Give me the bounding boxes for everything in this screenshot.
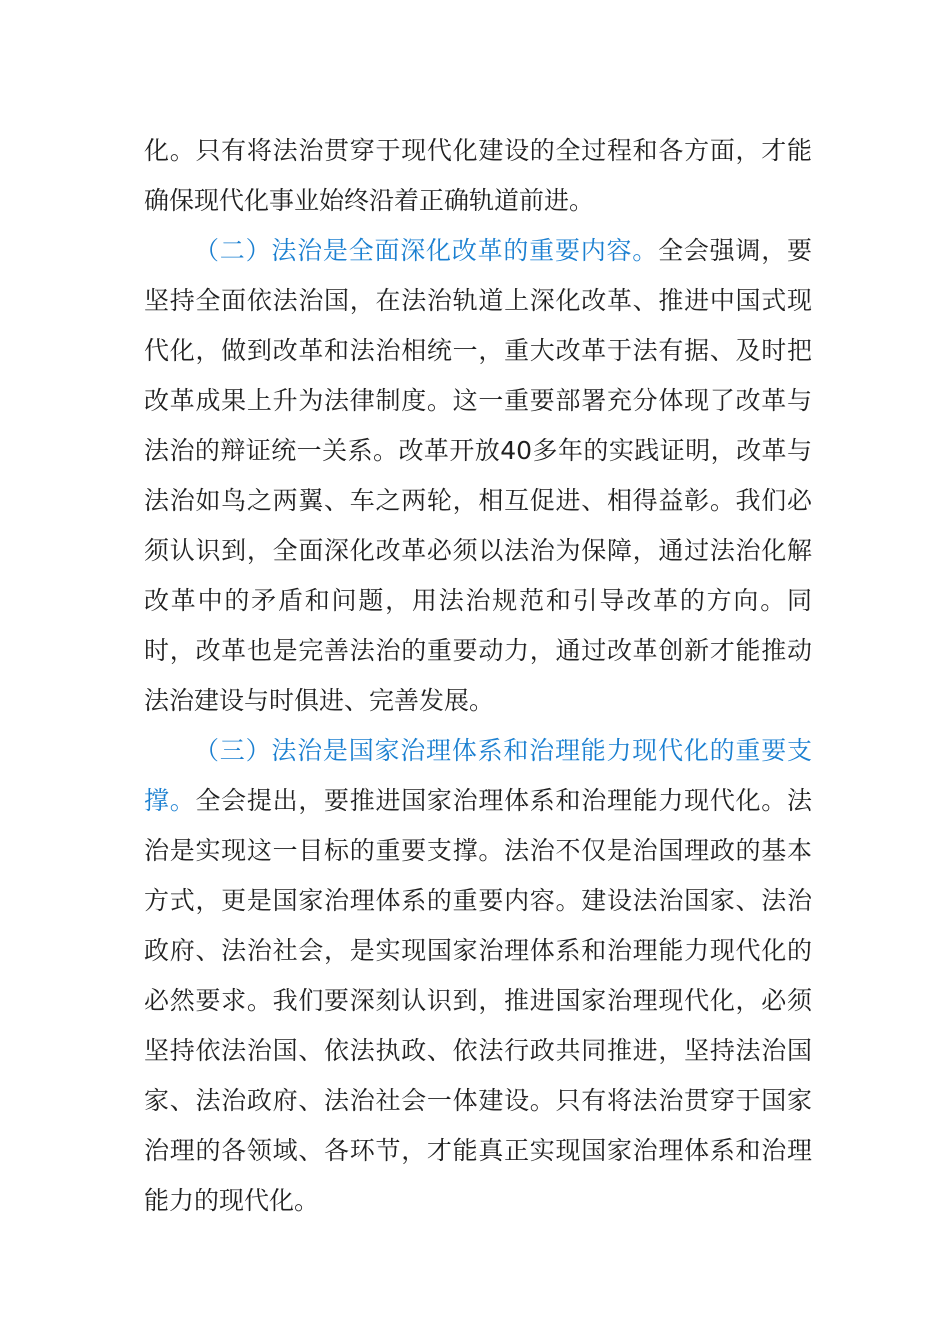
paragraph-text: 全会强调，要坚持全面依法治国，在法治轨道上深化改革、推进中国式现代化，做到改革和法治相统一，重大改革于法有据、及时把改革成果上升为法律制度。这一重要部署充分体现了改革与法治的辩证统一关系。改革开放40多年的实践证明，改革与法治如鸟之两翼、车之两轮，相互促进、相得益彰。我们必须认识到，全面深化改革必须以法治为保障，通过法治化解改革中的矛盾和问题，用法治规范和引导改革的方向。同时，改革也是完善法治的重要动力，通过改革创新才能推动法治建设与时俱进、完善发展。 bbox=[144, 236, 812, 715]
document-body bbox=[144, 126, 812, 1226]
paragraph-text: 化。只有将法治贯穿于现代化建设的全过程和各方面，才能确保现代化事业始终沿着正确轨道前进。 bbox=[144, 136, 812, 215]
paragraph-section-3 bbox=[144, 726, 812, 1226]
section-heading: （二）法治是全面深化改革的重要内容。 bbox=[194, 236, 659, 265]
paragraph-continuation bbox=[144, 126, 812, 226]
paragraph-section-2 bbox=[144, 226, 812, 726]
paragraph-text: 全会提出，要推进国家治理体系和治理能力现代化。法治是实现这一目标的重要支撑。法治不仅是治国理政的基本方式，更是国家治理体系的重要内容。建设法治国家、法治政府、法治社会，是实现国家治理体系和治理能力现代化的必然要求。我们要深刻认识到，推进国家治理现代化，必须坚持依法治国、依法执政、依法行政共同推进，坚持法治国家、法治政府、法治社会一体建设。只有将法治贯穿于国家治理的各领域、各环节，才能真正实现国家治理体系和治理能力的现代化。 bbox=[144, 786, 812, 1215]
section-heading: （三）法治是国家治理体系和治理能力现代化的重要支撑。 bbox=[144, 736, 812, 815]
